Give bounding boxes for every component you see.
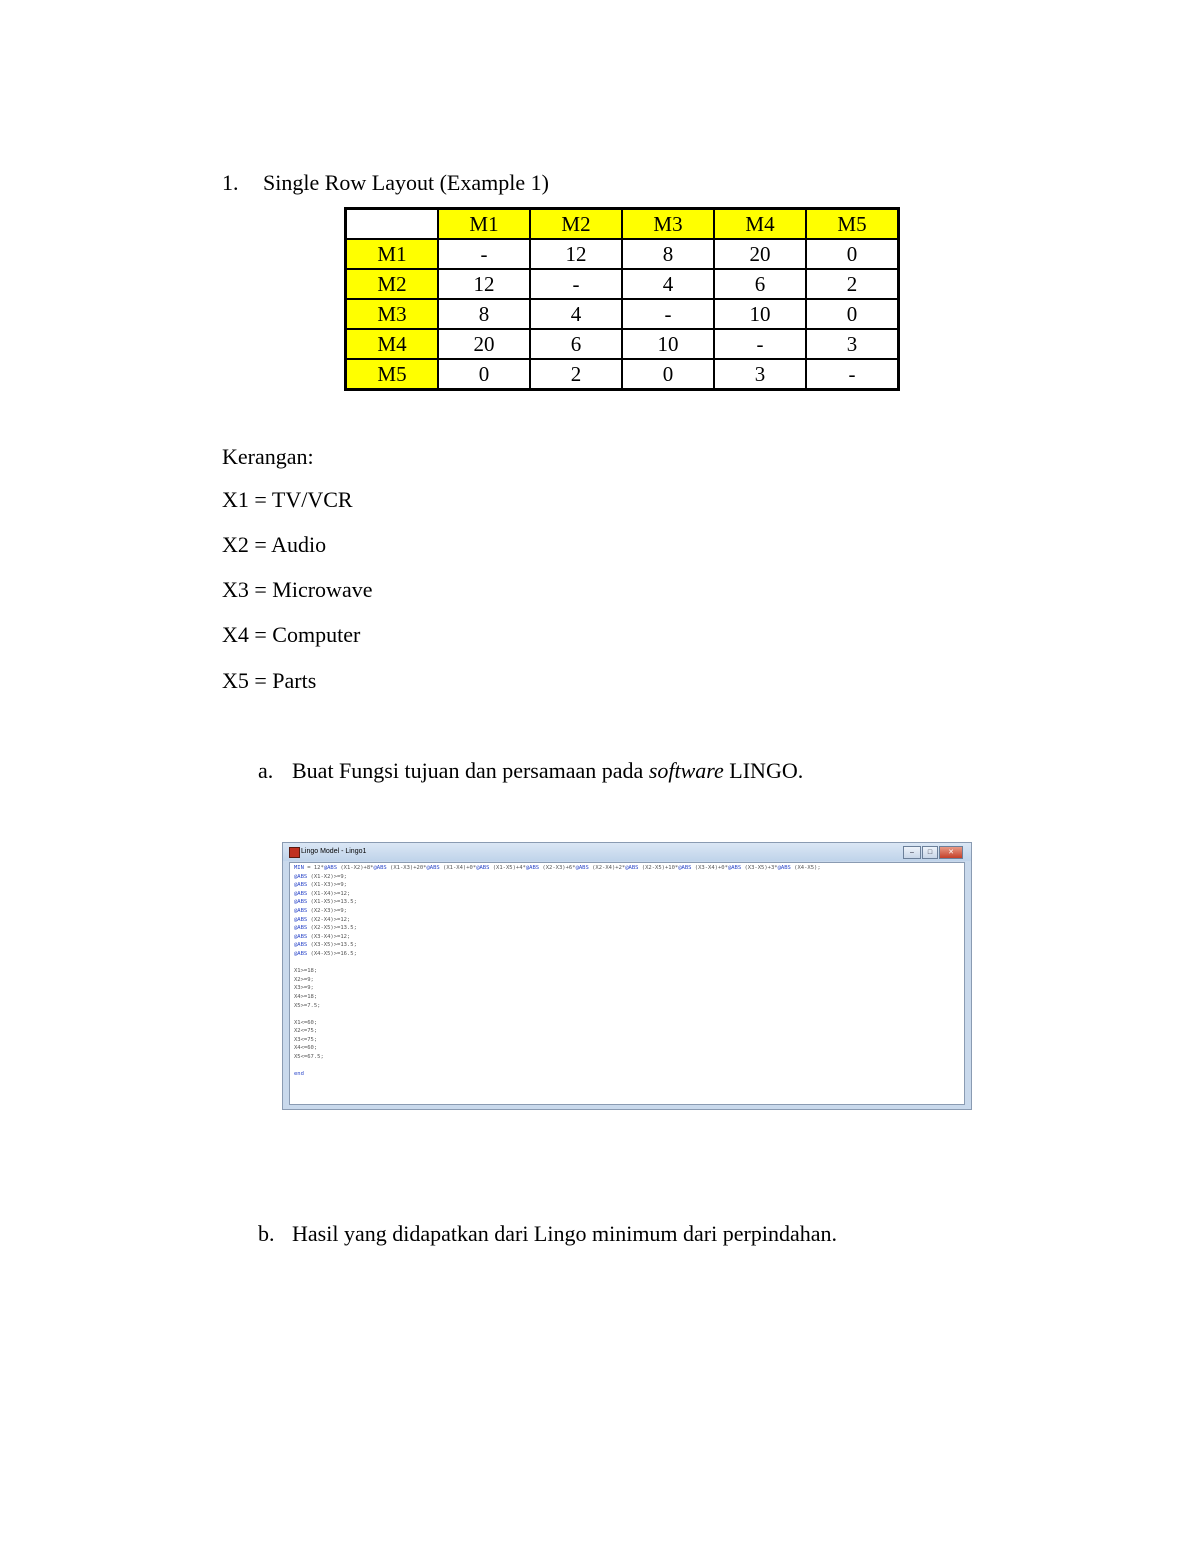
legend-item: X1 = TV/VCR (222, 487, 353, 512)
close-icon[interactable]: ✕ (939, 846, 963, 859)
table-cell: 6 (714, 269, 806, 299)
row-header: M1 (346, 239, 439, 269)
table-cell: 20 (438, 329, 530, 359)
code-line (294, 1062, 960, 1071)
code-line (294, 1010, 960, 1019)
table-cell: 4 (622, 269, 714, 299)
item-b-marker: b. (258, 1221, 275, 1246)
col-header: M4 (714, 209, 806, 240)
table-cell: 0 (806, 239, 899, 269)
code-line: X4>=18; (294, 993, 318, 1000)
code-line: @ABS (X2-X5)>=13.5; (294, 925, 357, 932)
code-line: X3<=75; (294, 1036, 318, 1043)
distance-table (344, 207, 900, 391)
col-header: M5 (806, 209, 899, 240)
item-a-marker: a. (258, 758, 274, 783)
row-header: M5 (346, 359, 439, 390)
lingo-app-icon (289, 847, 300, 858)
code-line: X1>=18; (294, 968, 318, 975)
table-corner-cell (346, 209, 439, 240)
table-cell: - (806, 359, 899, 390)
item-a-text (292, 760, 803, 782)
code-line: end (294, 1071, 304, 1078)
table-row (346, 269, 899, 299)
table-cell: 4 (530, 299, 622, 329)
minimize-icon[interactable]: – (903, 846, 921, 859)
row-header: M3 (346, 299, 439, 329)
item-b-text: Hasil yang didapatkan dari Lingo minimum dari perpindahan. (292, 1221, 837, 1246)
code-line: @ABS (X2-X3)>=9; (294, 907, 347, 914)
code-line: @ABS (X4-X5)>=16.5; (294, 950, 357, 957)
table-cell: 3 (714, 359, 806, 390)
code-line: X2<=75; (294, 1028, 318, 1035)
item-a-italic-word: software (648, 758, 724, 783)
legend-item: X2 = Audio (222, 532, 327, 557)
code-line: X2>=9; (294, 976, 314, 983)
table-cell: 2 (806, 269, 899, 299)
col-header: M2 (530, 209, 622, 240)
code-line: @ABS (X2-X4)>=12; (294, 916, 351, 923)
table-cell: - (530, 269, 622, 299)
table-cell: 8 (438, 299, 530, 329)
table-row (346, 299, 899, 329)
table-cell: - (622, 299, 714, 329)
code-line: X1<=60; (294, 1019, 318, 1026)
table-cell: 0 (622, 359, 714, 390)
code-line: X5<=67.5; (294, 1054, 324, 1061)
table-cell: 12 (438, 269, 530, 299)
code-line: X3>=9; (294, 985, 314, 992)
code-line: @ABS (X1-X5)>=13.5; (294, 899, 357, 906)
code-line: @ABS (X3-X4)>=12; (294, 933, 351, 940)
code-line: @ABS (X1-X2)>=9; (294, 873, 347, 880)
table-row (346, 359, 899, 390)
table-cell: 10 (714, 299, 806, 329)
lingo-code-editor[interactable] (289, 862, 965, 1105)
lingo-titlebar (283, 843, 971, 861)
row-header: M4 (346, 329, 439, 359)
col-header: M1 (438, 209, 530, 240)
table-cell: 0 (438, 359, 530, 390)
legend-item: X3 = Microwave (222, 577, 373, 602)
table-cell: 20 (714, 239, 806, 269)
table-cell: 12 (530, 239, 622, 269)
table-cell: 8 (622, 239, 714, 269)
table-cell: 2 (530, 359, 622, 390)
code-line: @ABS (X3-X5)>=13.5; (294, 942, 357, 949)
row-header: M2 (346, 269, 439, 299)
table-row (346, 239, 899, 269)
col-header: M3 (622, 209, 714, 240)
item-a-text-after: LINGO. (723, 758, 804, 783)
section-title: Single Row Layout (Example 1) (263, 170, 549, 195)
table-cell: 3 (806, 329, 899, 359)
code-line: @ABS (X1-X3)>=9; (294, 882, 347, 889)
code-line (294, 959, 960, 968)
code-line: X4<=60; (294, 1045, 318, 1052)
table-cell: 0 (806, 299, 899, 329)
item-a-text-before: Buat Fungsi tujuan dan persamaan pada (292, 758, 649, 783)
code-line: X5>=7.5; (294, 1002, 321, 1009)
table-cell: - (714, 329, 806, 359)
maximize-icon[interactable]: □ (922, 846, 938, 859)
legend-item: X5 = Parts (222, 668, 317, 693)
table-cell: 10 (622, 329, 714, 359)
lingo-window-title: Lingo Model - Lingo1 (301, 848, 367, 855)
window-controls (902, 846, 963, 858)
table-cell: - (438, 239, 530, 269)
table-header-row (346, 209, 899, 240)
section-number: 1. (222, 170, 239, 195)
code-line: @ABS (X1-X4)>=12; (294, 890, 351, 897)
legend-heading: Kerangan: (222, 444, 314, 469)
lingo-window (282, 842, 972, 1110)
table-cell: 6 (530, 329, 622, 359)
legend-item: X4 = Computer (222, 622, 361, 647)
table-row (346, 329, 899, 359)
code-line: MIN = 12*@ABS (X1-X2)+8*@ABS (X1-X3)+20*@ABS (X1-X4)+0*@ABS (X1-X5)+4*@ABS (X2-X3)+6*@ABS (X2-X4)+2*@ABS (X2-X5)+10*@ABS (X3-X4)+0*@ABS (X3-X5)+3*@ABS (X4-X5); (294, 865, 821, 871)
